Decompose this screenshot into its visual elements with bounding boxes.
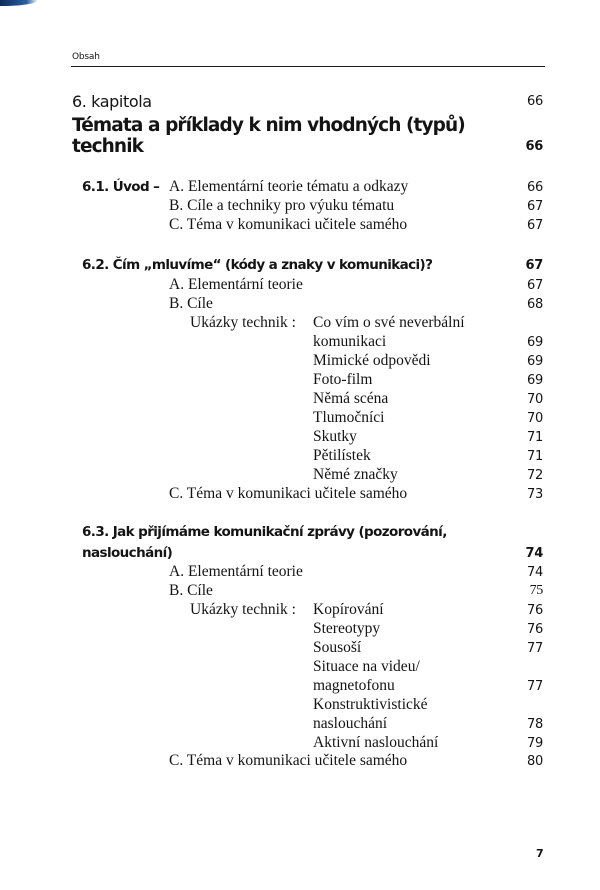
entry-text: C. Téma v komunikaci učitele samého (169, 485, 408, 502)
entry-page: 79 (527, 736, 543, 751)
technique-text: Stereotypy (313, 620, 381, 637)
technique-text: Situace na videu/ (313, 658, 420, 675)
technique-text: Aktivní naslouchání (313, 734, 439, 751)
entry-text: C. Téma v komunikaci učitele samého (169, 216, 408, 233)
entry-page: 76 (527, 622, 543, 637)
technique-text: komunikaci (313, 333, 387, 350)
technique-text: Němá scéna (313, 390, 389, 407)
technique-text: Skutky (313, 428, 357, 445)
technique-text: Pětilístek (313, 447, 371, 464)
technique-text: Foto-film (313, 371, 373, 388)
section-heading: 6.1. Úvod – (82, 179, 160, 195)
technique-text: Němé značky (313, 466, 398, 483)
running-header (71, 52, 545, 67)
technique-text: Co vím o své neverbální (313, 314, 465, 331)
entry-page: 67 (527, 278, 543, 293)
entry-page: 78 (527, 717, 543, 732)
entry-page: 75 (529, 583, 543, 598)
entry-page: 71 (527, 430, 543, 445)
entry-page: 67 (527, 199, 543, 214)
chapter-label-page: 66 (527, 94, 543, 109)
section-page: 74 (525, 546, 543, 561)
entry-text: A. Elementární teorie (169, 563, 303, 580)
entry-page: 77 (527, 679, 543, 694)
section-heading: 6.2. Čím „mluvíme“ (kódy a znaky v komunikaci)? (82, 257, 433, 273)
entry-page: 72 (527, 468, 543, 483)
entry-page: 71 (527, 449, 543, 464)
entry-page: 80 (527, 754, 543, 769)
entry-page: 69 (527, 354, 543, 369)
entry-page: 66 (527, 180, 543, 195)
entry-page: 73 (527, 487, 543, 502)
technique-text: naslouchání (313, 715, 388, 732)
entry-text: B. Cíle (169, 582, 213, 599)
entry-text: C. Téma v komunikaci učitele samého (169, 752, 408, 769)
entry-text: A. Elementární teorie (169, 276, 303, 293)
entry-page: 70 (527, 411, 543, 426)
entry-page: 67 (527, 218, 543, 233)
section-heading-line1: 6.3. Jak přijímáme komunikační zprávy (pozorování, (82, 524, 447, 540)
chapter-title-line2: technik (72, 136, 144, 157)
section-heading-line2: naslouchání) (82, 545, 173, 561)
chapter-title-line1: Témata a příklady k nim vhodných (typů) (72, 115, 465, 136)
entry-text: B. Cíle (169, 295, 213, 312)
entry-page: 70 (527, 392, 543, 407)
technique-text: Tlumočníci (313, 409, 385, 426)
chapter-label: 6. kapitola (72, 92, 152, 111)
entry-page: 76 (527, 603, 543, 618)
entry-page: 69 (527, 335, 543, 350)
page-number: 7 (536, 847, 544, 860)
technique-text: Sousoší (313, 639, 362, 656)
entry-page: 68 (527, 297, 543, 312)
technique-text: magnetofonu (313, 677, 395, 694)
section-page: 67 (525, 258, 543, 273)
techniques-label: Ukázky technik : (190, 314, 296, 331)
technique-text: Mimické odpovědi (313, 352, 431, 369)
entry-text: B. Cíle a techniky pro výuku tématu (169, 197, 395, 214)
entry-page: 77 (527, 641, 543, 656)
running-header-text: Obsah (72, 52, 100, 62)
chapter-title-page: 66 (525, 139, 543, 154)
technique-text: Konstruktivistické (313, 696, 428, 713)
techniques-label: Ukázky technik : (190, 601, 296, 618)
scan-corner-mark (0, 0, 38, 6)
entry-page: 69 (527, 373, 543, 388)
technique-text: Kopírování (313, 601, 384, 618)
entry-page: 74 (527, 565, 543, 580)
entry-text: A. Elementární teorie tématu a odkazy (169, 178, 409, 195)
